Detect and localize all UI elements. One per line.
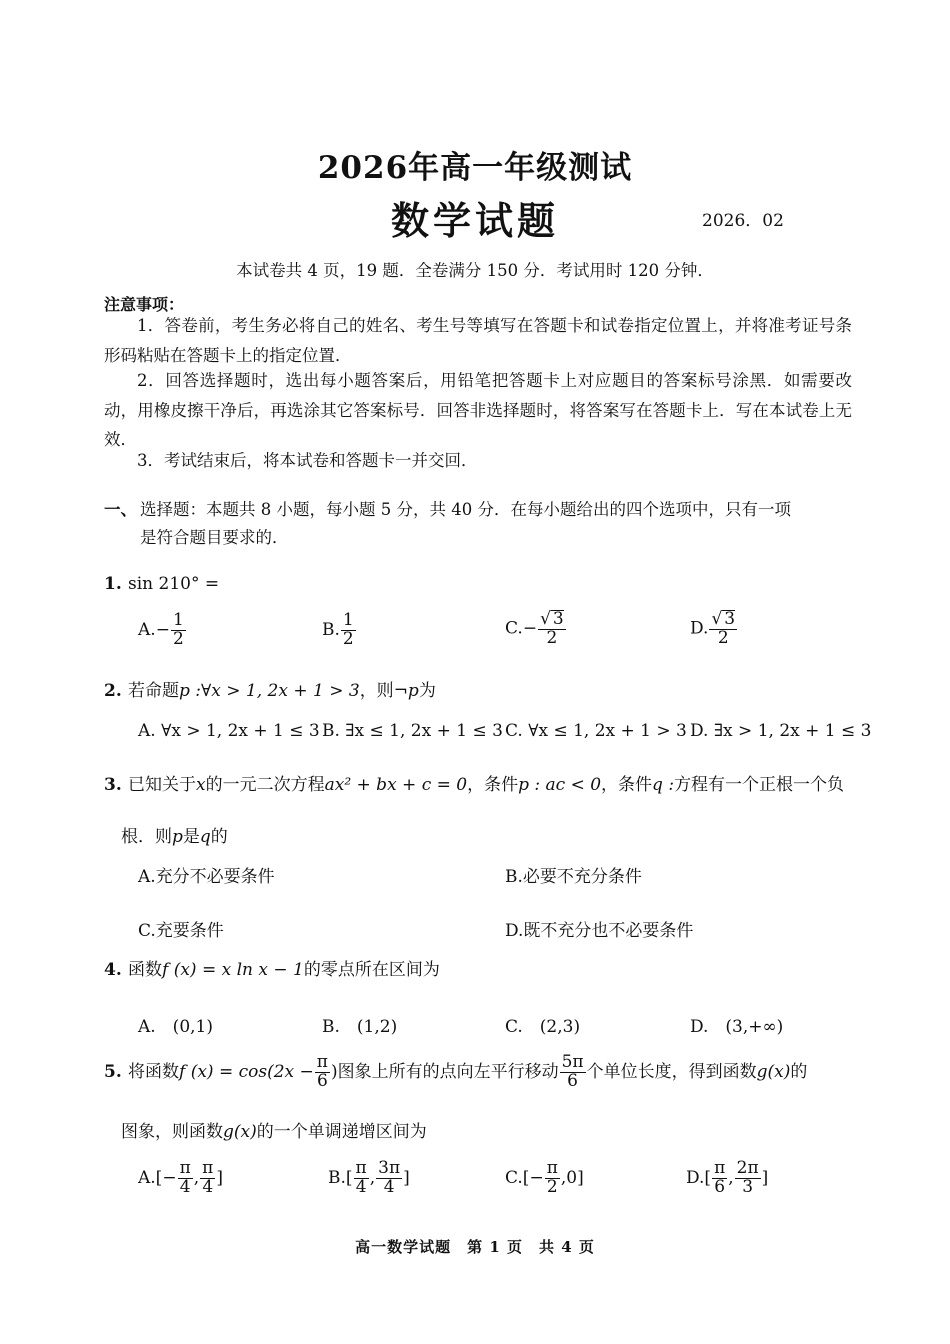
formula: g(x): [756, 1061, 791, 1082]
formula: ¬p: [393, 681, 419, 701]
question-1-option-b: [322, 612, 357, 649]
exam-title-line1: 2026年高一年级测试: [317, 150, 633, 186]
bracket: ,0]: [560, 1167, 584, 1188]
section-1-number: 一、: [104, 500, 137, 519]
question-5-stem-line2: [121, 1117, 427, 1142]
denominator: 2: [342, 628, 354, 649]
denominator: 3: [742, 1176, 754, 1197]
stem-text: ，条件: [601, 775, 653, 795]
fraction: [709, 610, 737, 648]
stem-text: 已知关于: [128, 775, 196, 795]
question-2-option-d: D. ∃x > 1, 2x + 1 ≤ 3: [690, 721, 872, 741]
fraction: [735, 1160, 761, 1197]
stem-text: 图象上所有的点向左平行移动: [337, 1061, 559, 1082]
question-3-stem-line1: [104, 770, 844, 795]
stem-text: 个单位长度，得到函数: [586, 1061, 757, 1082]
bracket: ]: [761, 1167, 769, 1188]
option-label: A.[−: [138, 1167, 177, 1188]
separator: ,: [193, 1167, 200, 1188]
formula: q :: [652, 775, 675, 795]
question-2-number: 2.: [104, 681, 122, 701]
stem-text: ，则: [359, 681, 394, 701]
question-1-option-a: [138, 612, 187, 649]
fraction: [545, 1160, 560, 1197]
question-5-option-a: [138, 1160, 223, 1197]
question-1-number: 1.: [104, 574, 122, 594]
question-1-option-c: [505, 610, 567, 648]
question-4-option-d: D. (3,+∞): [690, 1017, 784, 1037]
stem-text: 根．则: [121, 827, 172, 847]
fraction: [376, 1160, 402, 1197]
notice-item-3: [104, 446, 852, 476]
stem-text: 为: [418, 681, 436, 701]
question-3-option-a: A.充分不必要条件: [138, 867, 275, 887]
numerator: 2π: [736, 1158, 759, 1178]
formula: f (x) = cos(2x −: [179, 1061, 314, 1082]
numerator: [538, 610, 566, 630]
stem-text: 若命题: [128, 681, 179, 701]
formula: p: [172, 827, 183, 847]
denominator: 4: [355, 1176, 367, 1197]
formula: ax² + bx + c = 0: [324, 775, 468, 795]
numerator: π: [316, 1052, 328, 1072]
option-label: D.[: [686, 1167, 712, 1188]
formula: f (x) = x ln x − 1: [162, 960, 304, 980]
denominator: 2: [546, 627, 558, 648]
question-3-option-b: B.必要不充分条件: [505, 867, 642, 887]
page-footer: 高一数学试题 第 1 页 共 4 页: [355, 1238, 595, 1256]
numerator: π: [546, 1158, 558, 1178]
question-5-option-c: [505, 1160, 584, 1197]
radicand: 3: [552, 609, 564, 629]
denominator: 4: [179, 1176, 191, 1197]
numerator: 5π: [561, 1052, 584, 1072]
option-label: B.: [322, 619, 340, 640]
exam-title-line2: 数学试题: [390, 198, 559, 243]
question-4-option-b: B. (1,2): [322, 1017, 398, 1037]
stem-text: 的: [210, 827, 228, 847]
denominator: 4: [383, 1176, 395, 1197]
question-3-number: 3.: [104, 775, 122, 795]
separator: ,: [728, 1167, 734, 1188]
stem-text: 的零点所在区间为: [303, 960, 440, 980]
formula: g(x): [223, 1122, 257, 1142]
question-2-option-b: B. ∃x ≤ 1, 2x + 1 ≤ 3: [322, 721, 503, 741]
fraction: [178, 1160, 193, 1197]
fraction: [354, 1160, 369, 1197]
option-label: C.[−: [505, 1167, 544, 1188]
stem-text: 的一元二次方程: [205, 775, 325, 795]
stem-text: 图象，则函数: [121, 1122, 223, 1142]
section-1-heading: [104, 496, 864, 552]
numerator: 1: [172, 610, 184, 630]
numerator: π: [355, 1158, 367, 1178]
notice-heading: 注意事项：: [104, 295, 185, 314]
option-label: C.: [505, 618, 523, 639]
denominator: 4: [202, 1176, 214, 1197]
minus-sign: −: [155, 619, 170, 640]
denominator: 6: [567, 1070, 578, 1091]
minus-sign: −: [522, 618, 538, 639]
denominator: 6: [316, 1070, 328, 1091]
fraction: [200, 1160, 215, 1197]
stem-text: 将函数: [128, 1061, 179, 1082]
question-5-number: 5.: [104, 1061, 122, 1082]
question-3-option-c: C.充要条件: [138, 921, 224, 941]
numerator: π: [202, 1158, 214, 1178]
question-5-option-b: [328, 1160, 410, 1197]
stem-text: 的: [790, 1061, 808, 1082]
numerator: [709, 610, 737, 630]
question-3-option-d: D.既不充分也不必要条件: [505, 921, 694, 941]
sqrt-sign: √: [711, 609, 723, 629]
question-2-stem: [104, 676, 436, 701]
fraction: [341, 612, 356, 649]
stem-text: 的一个单调递增区间为: [256, 1122, 427, 1142]
section-1-line2: 是符合题目要求的．: [140, 528, 289, 547]
notice-item-1: [104, 311, 852, 370]
notice-item-2-text: 2．回答选择题时，选出每小题答案后，用铅笔把答题卡上对应题目的答案标号涂黑．如需要改动，用橡皮擦干净后，再选涂其它答案标号．回答非选择题时，将答案写在答题卡上．写在本试卷上无效．: [104, 371, 852, 449]
question-4-option-a: A. (0,1): [138, 1017, 213, 1037]
sqrt-sign: √: [540, 609, 551, 629]
option-label: D.: [690, 618, 709, 639]
stem-text: ，条件: [467, 775, 519, 795]
fraction: [560, 1054, 586, 1091]
question-4-number: 4.: [104, 960, 122, 980]
notice-item-1-text: 1．答卷前，考生务必将自己的姓名、考生号等填写在答题卡和试卷指定位置上，并将准考证号条形码粘贴在答题卡上的指定位置．: [104, 316, 852, 365]
fraction: [315, 1054, 330, 1091]
question-5-stem-line1: [104, 1054, 807, 1091]
fraction: [712, 1160, 727, 1197]
formula: x: [196, 775, 206, 795]
numerator: 1: [342, 610, 354, 630]
bracket: ]: [216, 1167, 223, 1188]
option-label: A.: [138, 619, 156, 640]
stem-text: 方程有一个正根一个负: [674, 775, 845, 795]
numerator: π: [179, 1158, 191, 1178]
stem-text: 函数: [128, 960, 162, 980]
question-5-option-d: [686, 1160, 768, 1197]
exam-date: 2026．02: [702, 211, 784, 231]
separator: ,: [369, 1167, 376, 1188]
formula: p : ac < 0: [518, 775, 602, 795]
stem-text: 是: [182, 827, 200, 847]
question-4-stem: [104, 955, 440, 980]
denominator: 2: [717, 627, 729, 648]
fraction: [171, 612, 186, 649]
radicand: 3: [724, 609, 736, 629]
fraction: [538, 610, 566, 648]
numerator: 3π: [378, 1158, 401, 1178]
question-1-text: sin 210° =: [128, 574, 220, 594]
question-1-stem: [104, 574, 219, 594]
exam-info: 本试卷共 4 页，19 题．全卷满分 150 分．考试用时 120 分钟．: [236, 261, 714, 280]
section-1-line1: 选择题：本题共 8 小题，每小题 5 分，共 40 分．在每小题给出的四个选项中，只有一项: [140, 500, 791, 519]
bracket: ]: [403, 1167, 410, 1188]
formula: p :∀x > 1, 2x + 1 > 3: [179, 681, 360, 701]
question-2-option-a: A. ∀x > 1, 2x + 1 ≤ 3: [138, 721, 320, 741]
denominator: 2: [172, 628, 184, 649]
denominator: 6: [714, 1176, 726, 1197]
question-4-option-c: C. (2,3): [505, 1017, 581, 1037]
notice-item-2: [104, 366, 852, 455]
formula: q: [199, 827, 211, 847]
formula: ): [330, 1061, 338, 1082]
question-2-option-c: C. ∀x ≤ 1, 2x + 1 > 3: [505, 721, 687, 741]
denominator: 2: [546, 1176, 558, 1197]
question-3-stem-line2: [121, 822, 228, 847]
notice-item-3-text: 3．考试结束后，将本试卷和答题卡一并交回．: [137, 451, 478, 470]
numerator: π: [714, 1158, 726, 1178]
question-1-option-d: [690, 610, 738, 648]
option-label: B.[: [328, 1167, 353, 1188]
